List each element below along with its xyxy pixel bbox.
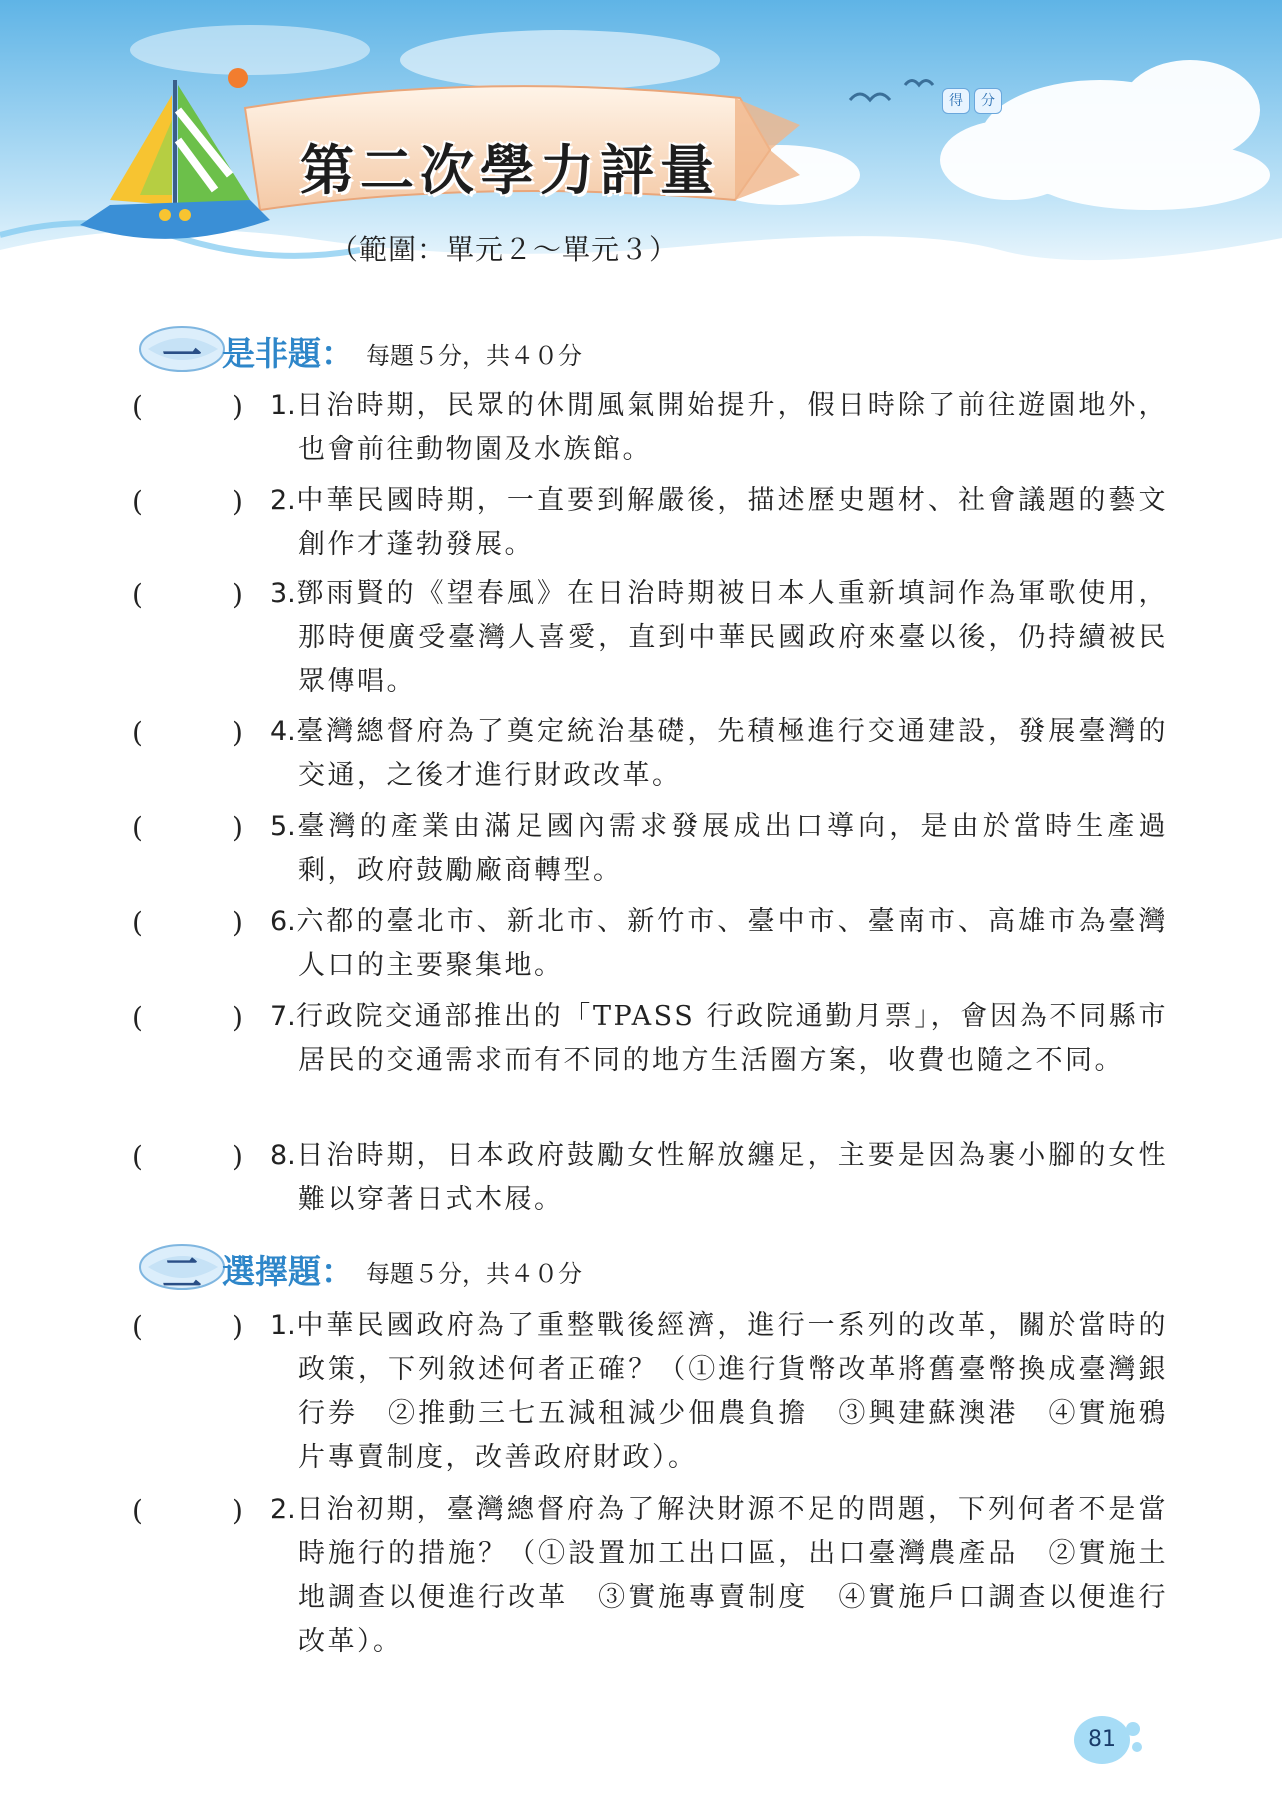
answer-paren-right: ): [232, 578, 243, 611]
question-number: 1.: [270, 390, 296, 421]
answer-paren-left[interactable]: (: [132, 1494, 143, 1527]
score-box: [942, 88, 1002, 114]
question-number: 6.: [270, 906, 296, 937]
answer-paren-right: ): [232, 1140, 243, 1173]
question-text: 日治時期，民眾的休閒風氣開始提升，假日時除了前往遊園地外，也會前往動物園及水族館。: [295, 390, 1168, 465]
answer-paren-left[interactable]: (: [132, 1140, 143, 1173]
header-banner: [0, 0, 1282, 300]
question-number: 5.: [270, 811, 296, 842]
section-name: 是非題：: [222, 334, 354, 373]
answer-paren-right: ): [232, 1494, 243, 1527]
answer-paren-left[interactable]: (: [132, 1001, 143, 1034]
question-number: 2.: [270, 485, 296, 516]
question-text: 中華民國時期，一直要到解嚴後，描述歷史題材、社會議題的藝文創作才蓬勃發展。: [295, 485, 1168, 560]
question-number: 8.: [270, 1140, 296, 1171]
question-number: 1.: [270, 1310, 296, 1341]
page-number: 81: [1074, 1716, 1130, 1764]
section-note: 每題５分，共４０分: [366, 342, 582, 370]
section-name: 選擇題：: [222, 1252, 354, 1291]
section-note: 每題５分，共４０分: [366, 1260, 582, 1288]
answer-paren-left[interactable]: (: [132, 906, 143, 939]
section-number: 一: [162, 333, 202, 379]
exam-scope: （範圍：單元２～單元３）: [330, 233, 679, 266]
answer-paren-right: ): [232, 485, 243, 518]
answer-paren-right: ): [232, 1310, 243, 1343]
answer-paren-left[interactable]: (: [132, 485, 143, 518]
question-text: 鄧雨賢的《望春風》在日治時期被日本人重新填詞作為軍歌使用，那時便廣受臺灣人喜愛，直到中華民國政府來臺以後，仍持續被民眾傳唱。: [295, 578, 1168, 697]
answer-paren-left[interactable]: (: [132, 1310, 143, 1343]
answer-paren-left[interactable]: (: [132, 578, 143, 611]
question-text: 臺灣總督府為了奠定統治基礎，先積極進行交通建設，發展臺灣的交通，之後才進行財政改革。: [295, 716, 1168, 791]
bubble-decoration: [1132, 1742, 1142, 1752]
question-number: 4.: [270, 716, 296, 747]
answer-paren-left[interactable]: (: [132, 390, 143, 423]
page-title: 第二次學力評量: [300, 139, 720, 202]
score-label-2: 分: [974, 88, 1002, 114]
answer-paren-right: ): [232, 906, 243, 939]
answer-paren-left[interactable]: (: [132, 811, 143, 844]
answer-paren-right: ): [232, 390, 243, 423]
question-text: 日治時期，日本政府鼓勵女性解放纏足，主要是因為裹小腳的女性難以穿著日式木屐。: [295, 1140, 1168, 1215]
score-label-1: 得: [942, 88, 970, 114]
question-text: 日治初期，臺灣總督府為了解決財源不足的問題，下列何者不是當時施行的措施？（①設置加工出口區，出口臺灣農產品 ②實施土地調查以便進行改革 ③實施專賣制度 ④實施戶口調查以便進行改革）。: [295, 1494, 1168, 1657]
question-number: 7.: [270, 1001, 296, 1032]
answer-paren-right: ): [232, 1001, 243, 1034]
question-text: 臺灣的產業由滿足國內需求發展成出口導向，是由於當時生產過剩，政府鼓勵廠商轉型。: [295, 811, 1168, 886]
section-number: 二: [162, 1251, 202, 1297]
answer-paren-left[interactable]: (: [132, 716, 143, 749]
question-number: 3.: [270, 578, 296, 609]
answer-paren-right: ): [232, 811, 243, 844]
answer-paren-right: ): [232, 716, 243, 749]
question-text: 行政院交通部推出的「TPASS 行政院通勤月票」，會因為不同縣市居民的交通需求而有不同的地方生活圈方案，收費也隨之不同。: [295, 1001, 1168, 1076]
question-number: 2.: [270, 1494, 296, 1525]
question-text: 六都的臺北市、新北市、新竹市、臺中市、臺南市、高雄市為臺灣人口的主要聚集地。: [295, 906, 1168, 981]
question-text: 中華民國政府為了重整戰後經濟，進行一系列的改革，關於當時的政策，下列敘述何者正確？（①進行貨幣改革將舊臺幣換成臺灣銀行券 ②推動三七五減租減少佃農負擔 ③興建蘇澳港 ④實施鴉片專賣制度，改善政府財政）。: [295, 1310, 1168, 1473]
